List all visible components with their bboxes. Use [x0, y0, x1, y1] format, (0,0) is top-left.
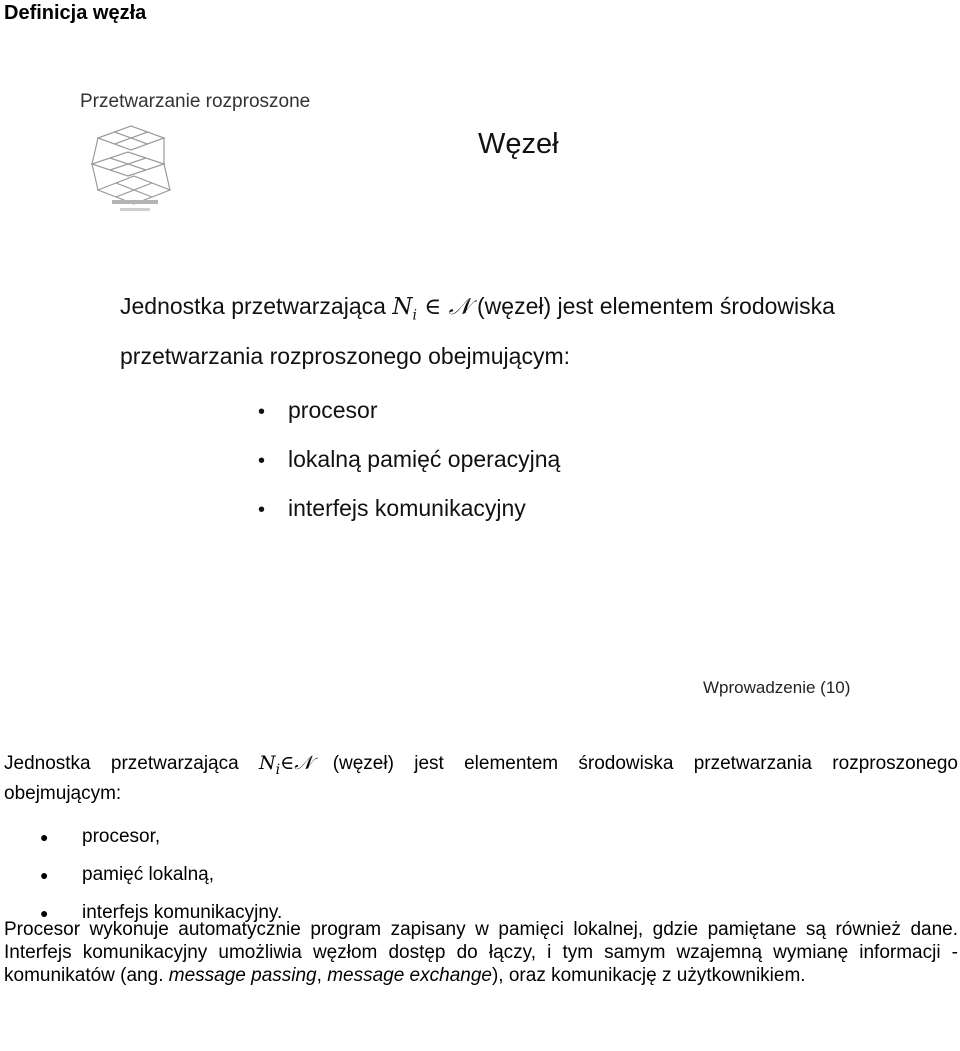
list-item: ● procesor,: [40, 826, 161, 847]
slide-bullet-item: • lokalną pamięć operacyjną: [258, 439, 560, 488]
description-paragraph: Procesor wykonuje automatycznie program zapisany w pamięci lokalnej, gdzie pamiętane są również dane. Interfejs komunikacyjny umożliwia węzłom dostęp do łączy, i tym samym wzajemną wymianę informacji - komunikatów (ang. message passing, message exchange), oraz komunikację z użytkownikiem.: [4, 919, 958, 986]
slide-bullet-list: [258, 390, 560, 537]
page-heading: Definicja węzła: [4, 2, 147, 24]
definition-paragraph: Jednostka przetwarzająca $N_i\in 𝒩$ (węzeł) jest elementem środowiska przetwarzania rozproszonego obejmującym:: [4, 752, 958, 804]
slide-definition-before: Jednostka przetwarzająca: [120, 293, 393, 319]
node-symbol: $N_i\in 𝒩$: [259, 752, 313, 778]
slide-definition: [120, 286, 840, 376]
slide-header: Przetwarzanie rozproszone: [80, 91, 311, 112]
list-item: ● interfejs komunikacyjny.: [40, 902, 283, 923]
slide-bullet-item: • interfejs komunikacyjny: [258, 488, 560, 537]
bullet-icon: ●: [40, 867, 49, 883]
bullet-icon: ●: [40, 829, 49, 845]
list-item: ● pamięć lokalną,: [40, 864, 215, 885]
bullet-icon: •: [258, 499, 266, 521]
slide-bullet-item: • procesor: [258, 390, 560, 439]
slide-title: Węzeł: [478, 128, 559, 160]
distributed-grid-logo-icon: [86, 116, 196, 220]
bullet-icon: •: [258, 450, 266, 472]
slide-definition-after: (węzeł) jest elementem środowiska przetwarzania rozproszonego obejmującym:: [120, 293, 835, 369]
bullet-icon: ●: [40, 905, 49, 921]
slide-footer: Wprowadzenie (10): [703, 678, 851, 697]
node-symbol: $N_i$ ∈ 𝒩: [392, 294, 471, 324]
bullet-icon: •: [258, 401, 266, 423]
